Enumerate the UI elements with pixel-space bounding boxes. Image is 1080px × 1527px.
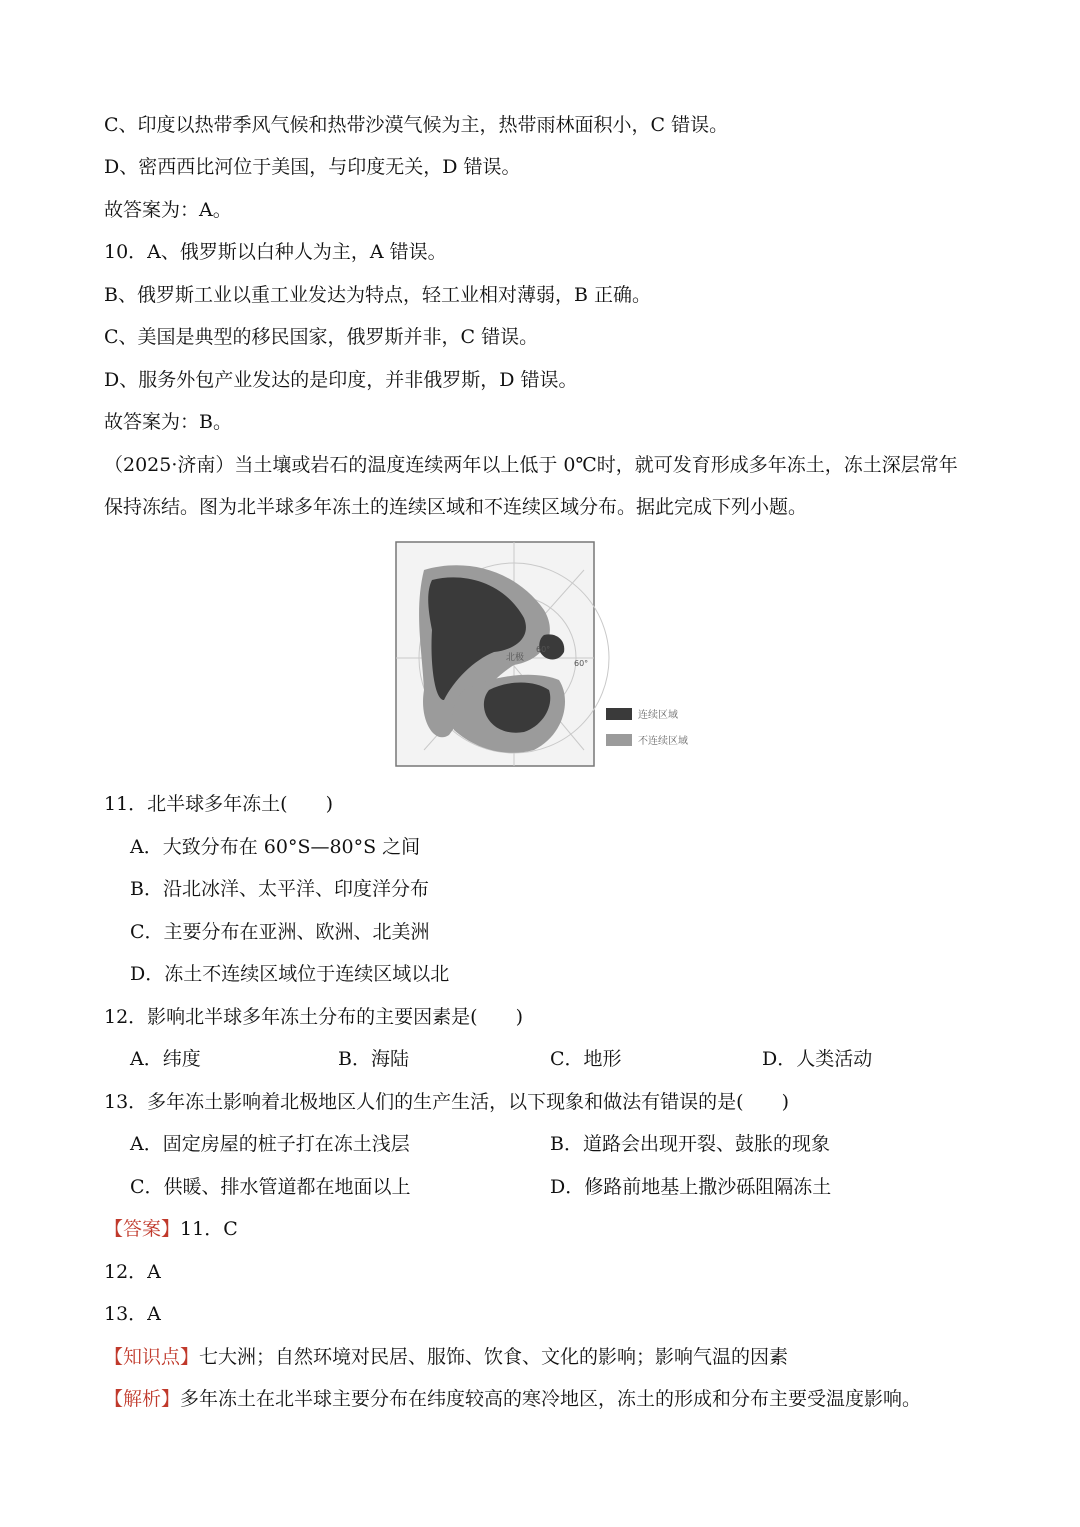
question-11-stem: 11．北半球多年冻土( ) [104,793,334,815]
intro-text: （2025·济南）当土壤或岩石的温度连续两年以上低于 0℃时，就可发育形成多年冻土，冻土深层常年 [104,454,958,476]
knowledge-row [104,1345,788,1369]
q13-option-b: B．道路会出现开裂、鼓胀的现象 [550,1133,830,1155]
analysis-row [104,1387,921,1411]
answer-11: 11．C [180,1218,238,1240]
text-line: 10．A、俄罗斯以白种人为主，A 错误。 [104,241,447,263]
text-line: D、密西西比河位于美国，与印度无关，D 错误。 [104,156,521,178]
answer-row [104,1217,238,1241]
map-lat-label: 60° [574,659,589,668]
q11-option-d: D．冻土不连续区域位于连续区域以北 [130,963,450,985]
q12-option-d: D．人类活动 [762,1048,873,1070]
q13-option-a: A．固定房屋的桩子打在冻土浅层 [130,1133,410,1155]
q12-option-a: A．纬度 [130,1048,201,1070]
text-line: 故答案为：A。 [104,199,232,221]
analysis-tag: 【解析】 [104,1388,181,1410]
text-line: 故答案为：B。 [104,411,232,433]
permafrost-map [394,540,704,768]
map-center-label: 北极 [506,653,525,663]
legend-swatch-continuous [606,708,632,720]
answer-12: 12．A [104,1261,161,1283]
text-line: C、美国是典型的移民国家，俄罗斯并非，C 错误。 [104,326,539,348]
q11-option-b: B．沿北冰洋、太平洋、印度洋分布 [130,878,429,900]
q12-option-b: B．海陆 [338,1048,409,1070]
q11-option-a: A．大致分布在 60°S—80°S 之间 [130,836,421,858]
text-line: B、俄罗斯工业以重工业发达为特点，轻工业相对薄弱，B 正确。 [104,284,651,306]
answer-tag: 【答案】 [104,1218,181,1240]
knowledge-text: 七大洲；自然环境对民居、服饰、饮食、文化的影响；影响气温的因素 [199,1346,789,1368]
analysis-text: 多年冻土在北半球主要分布在纬度较高的寒冷地区，冻土的形成和分布主要受温度影响。 [180,1388,922,1410]
map-lat-label: 60° [536,645,551,654]
knowledge-tag: 【知识点】 [104,1346,200,1368]
text-line: C、印度以热带季风气候和热带沙漠气候为主，热带雨林面积小，C 错误。 [104,114,729,136]
legend-swatch-discontinuous [606,734,632,746]
answer-13: 13．A [104,1303,161,1325]
q12-option-c: C．地形 [550,1048,622,1070]
legend-continuous-label: 连续区域 [638,710,678,721]
question-13-stem: 13．多年冻土影响着北极地区人们的生产生活，以下现象和做法有错误的是( ) [104,1091,790,1113]
text-line: D、服务外包产业发达的是印度，并非俄罗斯，D 错误。 [104,369,578,391]
question-12-stem: 12．影响北半球多年冻土分布的主要因素是( ) [104,1006,524,1028]
legend-discontinuous-label: 不连续区域 [638,736,688,747]
q13-option-d: D．修路前地基上撒沙砾阻隔冻土 [550,1176,832,1198]
q13-option-c: C．供暖、排水管道都在地面以上 [130,1176,411,1198]
q11-option-c: C．主要分布在亚洲、欧洲、北美洲 [130,921,430,943]
intro-text: 保持冻结。图为北半球多年冻土的连续区域和不连续区域分布。据此完成下列小题。 [104,496,808,518]
